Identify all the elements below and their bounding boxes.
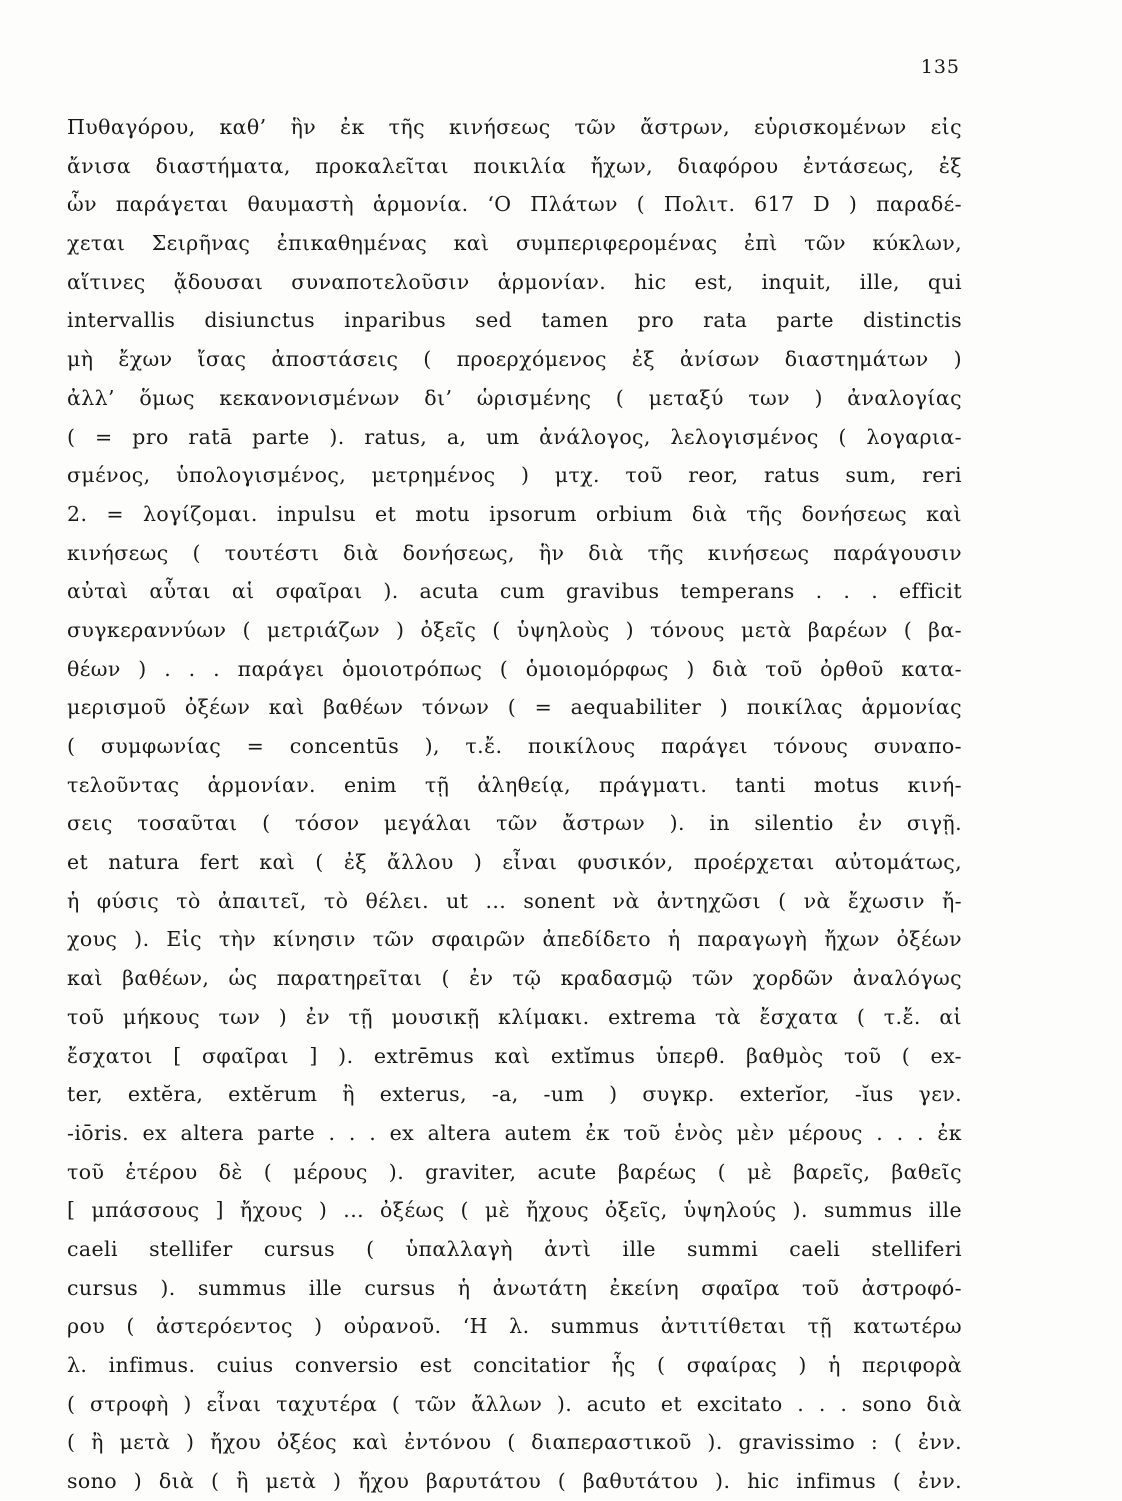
text-line: μερισμοῦ ὀξέων καὶ βαθέων τόνων ( = aequabiliter ) ποικίλας ἁρμονίας — [67, 695, 962, 720]
text-line: τελοῦντας ἁρμονίαν. enim τῇ ἀληθείᾳ, πράγματι. tanti motus κινή- — [67, 772, 962, 797]
text-line: αὐταὶ αὗται αἱ σφαῖραι ). acuta cum gravibus temperans . . . efficit — [67, 579, 962, 604]
text-line: τοῦ ἑτέρου δὲ ( μέρους ). graviter, acute βαρέως ( μὲ βαρεῖς, βαθεῖς — [67, 1159, 962, 1184]
text-line: caeli stellifer cursus ( ὑπαλλαγὴ ἀντὶ ille summi caeli stelliferi — [67, 1236, 962, 1261]
text-line: σεις τοσαῦται ( τόσον μεγάλαι τῶν ἄστρων ). in silentio ἐν σιγῇ. — [67, 811, 962, 836]
text-line: ( συμφωνίας = concentūs ), τ.ἔ. ποικίλους παράγει τόνους συναπο- — [67, 734, 962, 758]
text-line: sono ) διὰ ( ἢ μετὰ ) ἤχου βαρυτάτου ( βαθυτάτου ). hic infimus ( ἐνν. — [67, 1469, 962, 1494]
text-line: θέων ) . . . παράγει ὁμοιοτρόπως ( ὁμοιομόρφως ) διὰ τοῦ ὀρθοῦ κατα- — [67, 656, 962, 681]
text-line: ἄνισα διαστήματα, προκαλεῖται ποικιλία ἤχων, διαφόρου ἐντάσεως, ἐξ — [67, 153, 962, 178]
text-line: 2. = λογίζομαι. inpulsu et motu ipsorum orbium διὰ τῆς δονήσεως καὶ — [67, 501, 962, 526]
text-line: ἀλλ’ ὅμως κεκανονισμένων δι’ ὡρισμένης ( μεταξύ των ) ἀναλογίας — [67, 385, 962, 410]
text-line: -iōris. ex altera parte . . . ex altera autem ἐκ τοῦ ἑνὸς μὲν μέρους . . . ἐκ — [67, 1120, 962, 1145]
text-line: λ. infimus. cuius conversio est concitatior ἧς ( σφαίρας ) ἡ περιφορὰ — [67, 1353, 962, 1377]
text-line: ( ἢ μετὰ ) ἤχου ὀξέος καὶ ἐντόνου ( διαπεραστικοῦ ). gravissimo : ( ἐνν. — [67, 1430, 962, 1455]
text-line: μὴ ἔχων ἴσας ἀποστάσεις ( προερχόμενος ἐξ ἀνίσων διαστημάτων ) — [67, 347, 962, 372]
text-line: ὧν παράγεται θαυμαστὴ ἁρμονία. ‘Ο Πλάτων ( Πολιτ. 617 D ) παραδέ- — [67, 192, 962, 217]
text-line: ( στροφὴ ) εἶναι ταχυτέρα ( τῶν ἄλλων ). acuto et excitato . . . sono διὰ — [67, 1391, 962, 1416]
commentary-text — [67, 108, 962, 1501]
text-line: τοῦ μήκους των ) ἐν τῇ μουσικῇ κλίμακι. extrema τὰ ἔσχατα ( τ.ἔ. αἱ — [67, 1004, 962, 1029]
text-line: ( = pro ratā parte ). ratus, a, um ἀνάλογος, λελογισμένος ( λογαρια- — [67, 424, 962, 449]
text-line: καὶ βαθέων, ὡς παρατηρεῖται ( ἐν τῷ κραδασμῷ τῶν χορδῶν ἀναλόγως — [67, 966, 962, 991]
text-line: cursus ). summus ille cursus ἡ ἀνωτάτη ἐκείνη σφαῖρα τοῦ ἀστροφό- — [67, 1275, 962, 1300]
text-line: ρου ( ἀστερόεντος ) οὐρανοῦ. ‘Η λ. summus ἀντιτίθεται τῇ κατωτέρω — [67, 1314, 962, 1339]
text-line: χεται Σειρῆνας ἐπικαθημένας καὶ συμπεριφερομένας ἐπὶ τῶν κύκλων, — [67, 231, 962, 256]
text-line: κινήσεως ( τουτέστι διὰ δονήσεως, ἣν διὰ τῆς κινήσεως παράγουσιν — [67, 540, 962, 565]
text-line: ἡ φύσις τὸ ἀπαιτεῖ, τὸ θέλει. ut ... sonent νὰ ἀντηχῶσι ( νὰ ἔχωσιν ἤ- — [67, 888, 962, 913]
text-line: συγκεραννύων ( μετριάζων ) ὀξεῖς ( ὑψηλοὺς ) τόνους μετὰ βαρέων ( βα- — [67, 617, 962, 642]
text-line: αἵτινες ᾄδουσαι συναποτελοῦσιν ἁρμονίαν. hic est, inquit, ille, qui — [67, 269, 962, 294]
text-line: χους ). Εἰς τὴν κίνησιν τῶν σφαιρῶν ἀπεδίδετο ἡ παραγωγὴ ἤχων ὀξέων — [67, 927, 962, 952]
text-line: ter, extĕra, extĕrum ἢ exterus, -a, -um ) συγκρ. exterĭor, -ĭus γεν. — [67, 1082, 962, 1107]
text-line: σμένος, ὑπολογισμένος, μετρημένος ) μτχ. τοῦ reor, ratus sum, reri — [67, 463, 962, 488]
text-line: [ μπάσσους ] ἤχους ) ... ὀξέως ( μὲ ἤχους ὀξεῖς, ὑψηλούς ). summus ille — [67, 1198, 962, 1223]
page-number: 135 — [920, 56, 960, 78]
text-line: ἔσχατοι [ σφαῖραι ] ). extrēmus καὶ extĭmus ὑπερθ. βαθμὸς τοῦ ( ex- — [67, 1043, 962, 1068]
text-line: et natura fert καὶ ( ἐξ ἄλλου ) εἶναι φυσικόν, προέρχεται αὐτομάτως, — [67, 850, 962, 875]
text-line: Πυθαγόρου, καθ’ ἣν ἐκ τῆς κινήσεως τῶν ἄστρων, εὑρισκομένων εἰς — [67, 115, 962, 139]
text-line: intervallis disiunctus inparibus sed tamen pro rata parte distinctis — [67, 308, 962, 333]
